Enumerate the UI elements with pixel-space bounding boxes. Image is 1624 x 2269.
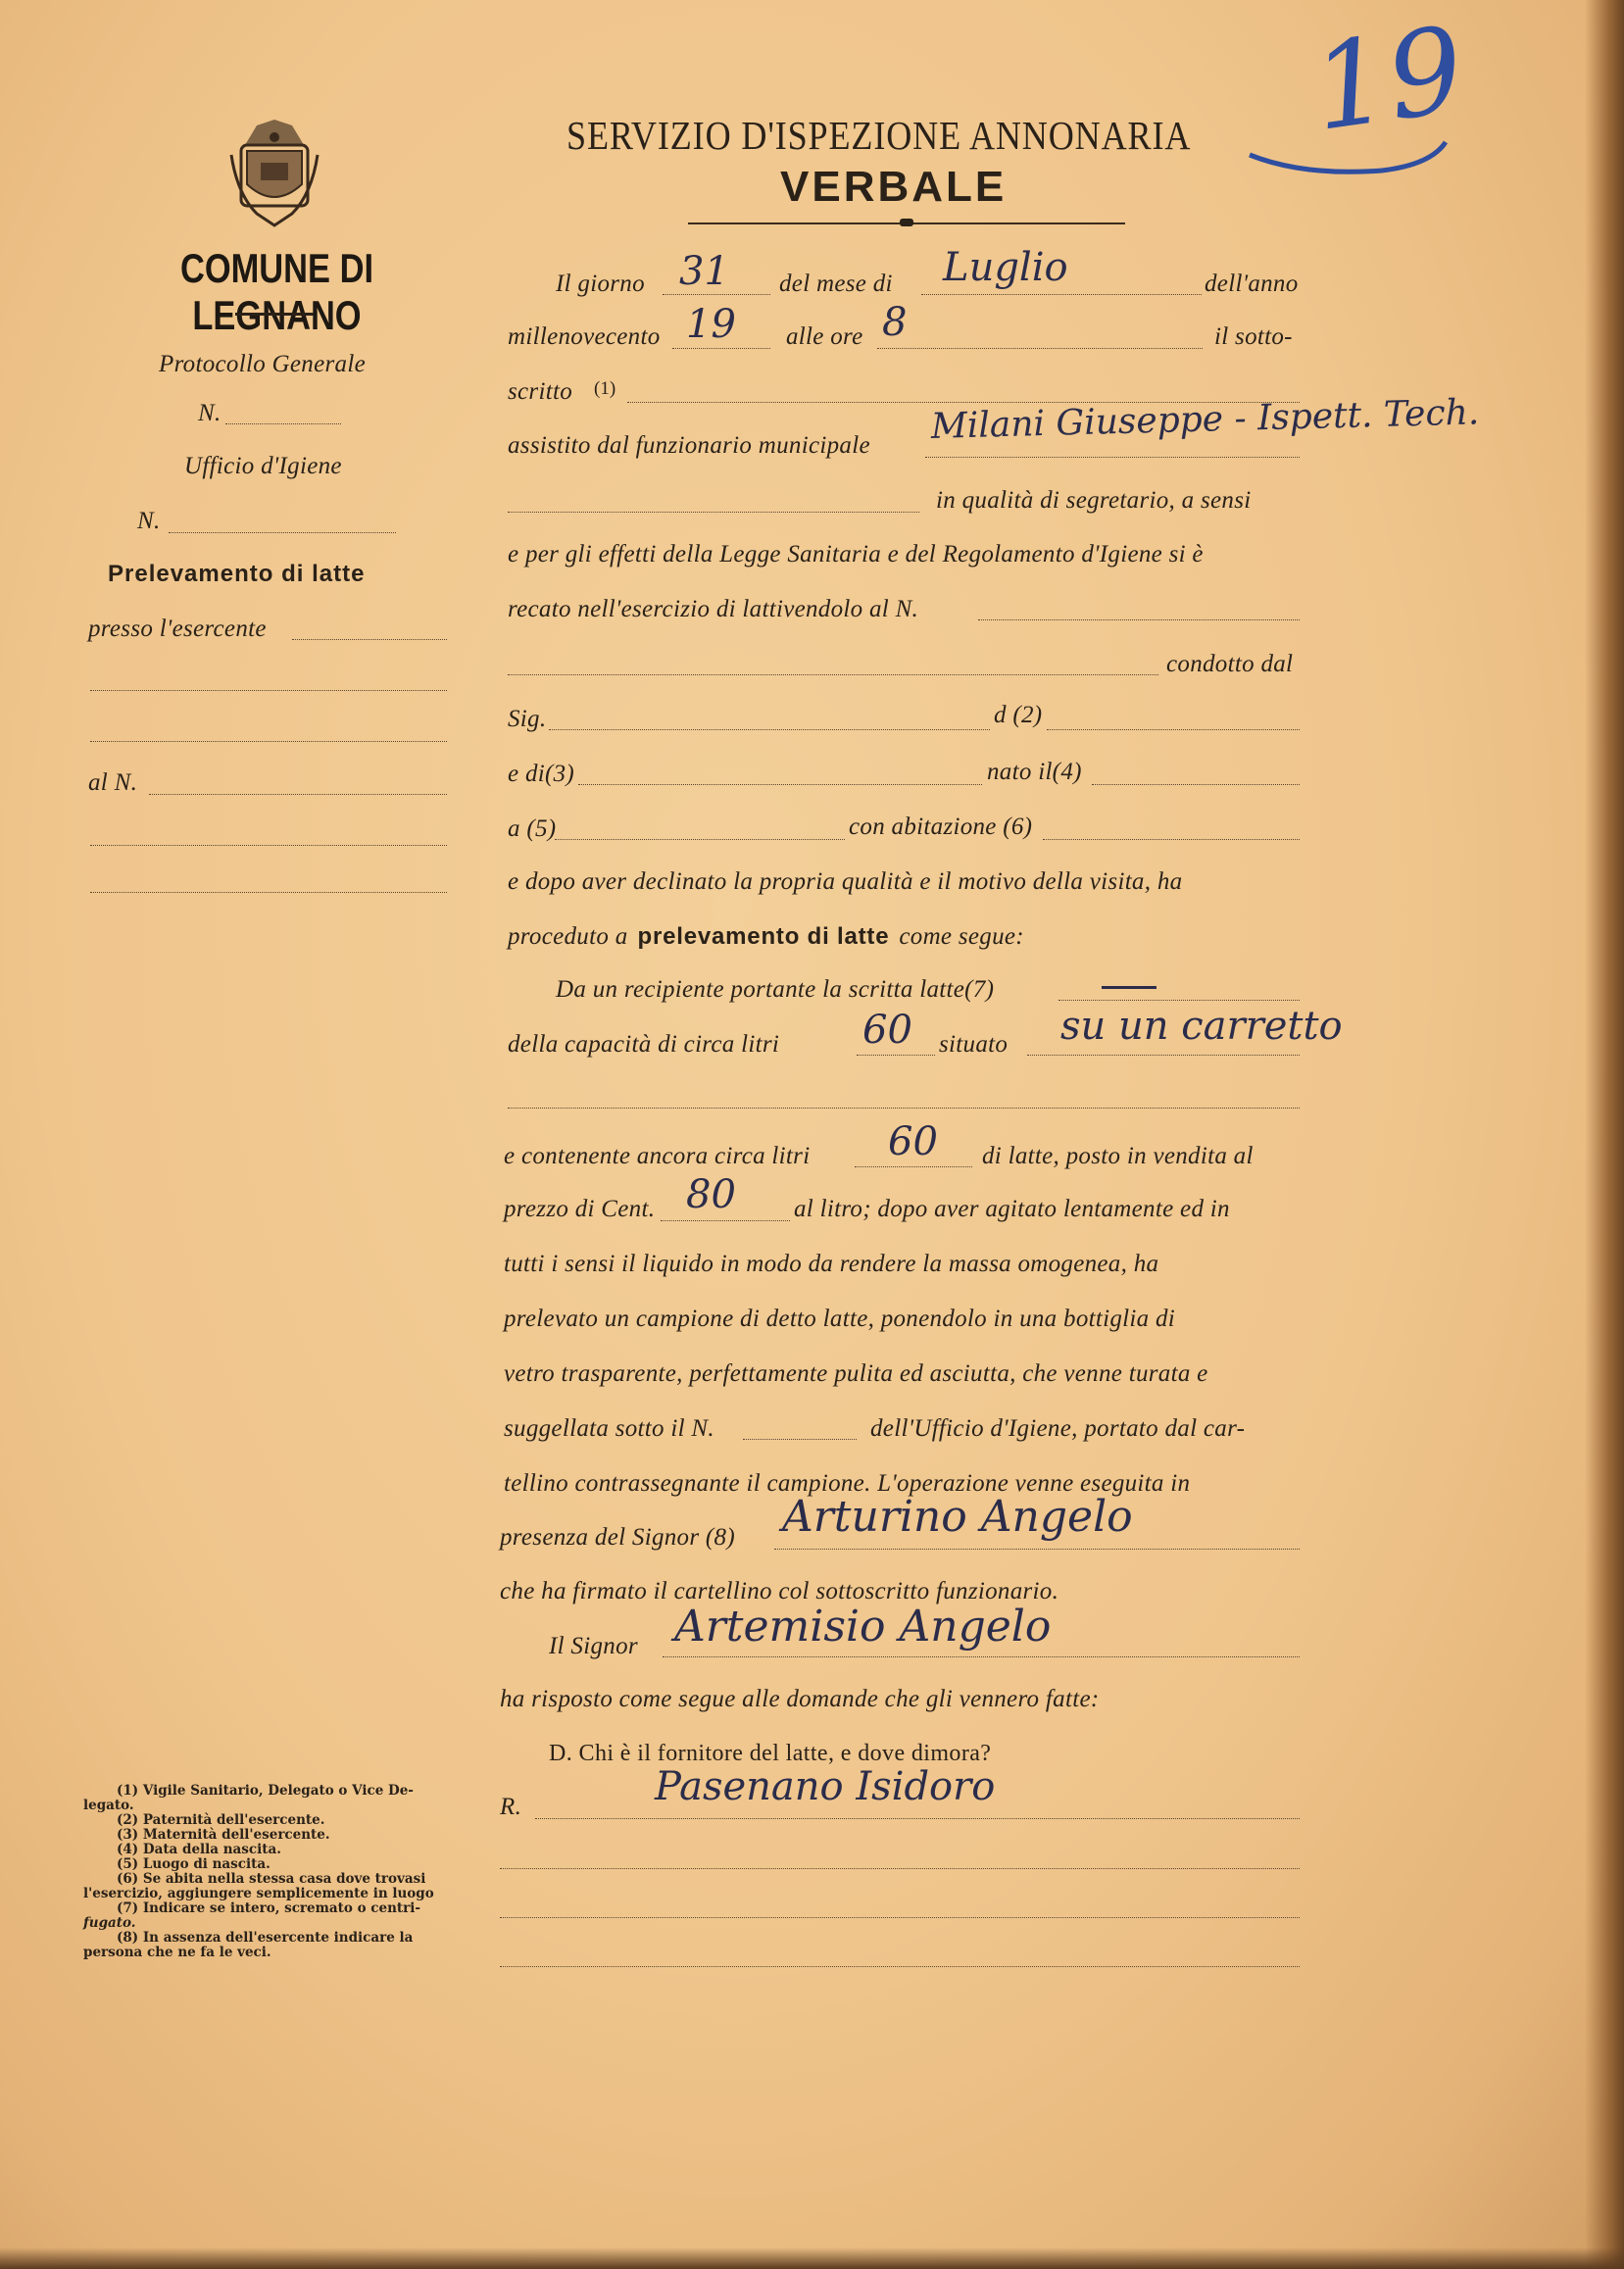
il-signor-label: Il Signor <box>549 1633 638 1659</box>
al-n-label: al N. <box>88 769 138 796</box>
risposta-value: Pasenano Isidoro <box>655 1764 996 1809</box>
ufficio-label: Ufficio d'Igiene <box>184 453 342 479</box>
month-value: Luglio <box>943 245 1068 290</box>
service-header: SERVIZIO D'ISPEZIONE ANNONARIA <box>566 113 1192 158</box>
prelevato-label: prelevato un campione di detto latte, ponendolo in una bottiglia di <box>504 1306 1176 1332</box>
year-line <box>672 348 770 349</box>
proceduto-label: proceduto a <box>508 923 628 950</box>
contenente-value: 60 <box>888 1119 938 1164</box>
tellino-label: tellino contrassegnante il campione. L'operazione venne eseguita in <box>504 1470 1191 1497</box>
presso-line-2 <box>90 690 447 691</box>
risposta-line <box>535 1818 1300 1819</box>
litro-label: al litro; dopo aver agitato lentamente ed in <box>794 1196 1230 1222</box>
footnote-line: (5) Luogo di nascita. <box>117 1856 271 1872</box>
footnote-line: fugato. <box>83 1915 136 1931</box>
page-number-handwritten: 19 <box>1304 2 1472 158</box>
agitato-label: tutti i sensi il liquido in modo da rendere la massa omogenea, ha <box>504 1251 1159 1277</box>
situato-label: situato <box>939 1031 1009 1058</box>
segretario-line <box>508 512 919 513</box>
page-number-swoosh <box>1245 137 1451 186</box>
footnote-line: l'esercizio, aggiungere semplicemente in luogo <box>83 1886 434 1901</box>
vendita-label: di latte, posto in vendita al <box>982 1143 1254 1169</box>
sig-label: Sig. <box>508 706 547 732</box>
ufficio-igiene-label: dell'Ufficio d'Igiene, portato dal car- <box>870 1415 1246 1442</box>
capacita-value: 60 <box>862 1008 912 1053</box>
day-line <box>663 294 770 295</box>
footnote-ref-1: (1) <box>594 378 616 399</box>
presenza-label: presenza del Signor (8) <box>500 1524 735 1551</box>
hour-line <box>877 348 1203 349</box>
page-bottom-shadow <box>0 2247 1624 2269</box>
al-n-line-3 <box>90 892 447 893</box>
page-edge-shadow <box>1585 0 1624 2269</box>
presso-label: presso l'esercente <box>88 616 267 642</box>
scritto-label: scritto <box>508 378 572 405</box>
month-line <box>921 294 1202 295</box>
prezzo-line <box>661 1220 790 1221</box>
nato-line <box>1092 784 1300 785</box>
prelevamento-label: Prelevamento di latte <box>108 561 366 587</box>
prelevamento-bold: prelevamento di latte <box>637 923 890 950</box>
al-n-line-2 <box>90 845 447 846</box>
footnote-line: persona che ne fa le veci. <box>83 1945 271 1960</box>
ufficio-n-label: N. <box>137 508 161 534</box>
question-label: D. Chi è il fornitore del latte, e dove dimora? <box>549 1741 992 1766</box>
luogo-line <box>555 839 845 840</box>
protocollo-n-label: N. <box>198 400 221 426</box>
footnote-line: (7) Indicare se intero, scremato o centri- <box>117 1900 421 1916</box>
nato-label: nato il(4) <box>987 759 1082 785</box>
situato-value: su un carretto <box>1060 1004 1343 1049</box>
footnote-line: (4) Data della nascita. <box>117 1842 281 1857</box>
situato-line-2 <box>508 1108 1300 1109</box>
footnote-line: legato. <box>83 1798 134 1813</box>
official-line <box>925 457 1300 458</box>
footnote-line: (6) Se abita nella stessa casa dove trovasi <box>117 1871 426 1887</box>
ufficio-n-line <box>169 532 396 533</box>
protocollo-n-line <box>225 423 341 424</box>
coat-of-arms-icon <box>227 116 321 231</box>
day-label: Il giorno <box>556 271 645 297</box>
segretario-label: in qualità di segretario, a sensi <box>936 487 1252 514</box>
condotto-label: condotto dal <box>1166 651 1294 677</box>
capacita-line <box>857 1055 935 1056</box>
firmato-label: che ha firmato il cartellino col sottoscritto funzionario. <box>500 1578 1059 1604</box>
protocollo-label: Protocollo Generale <box>159 351 366 377</box>
abitazione-line <box>1043 839 1300 840</box>
year-label: dell'anno <box>1205 271 1299 297</box>
risposta-line-3 <box>500 1917 1300 1918</box>
condotto-line <box>508 674 1158 675</box>
presenza-value: Arturino Angelo <box>782 1492 1133 1542</box>
proceduto-line <box>508 923 1024 951</box>
paternita-label: d (2) <box>994 702 1043 728</box>
hour-label: alle ore <box>786 323 863 350</box>
footnote-line: (1) Vigile Sanitario, Delegato o Vice De- <box>117 1783 414 1799</box>
presso-line <box>292 639 447 640</box>
scritta-dash <box>1102 986 1156 989</box>
declinato-label: e dopo aver declinato la propria qualità e il motivo della visita, ha <box>508 868 1183 895</box>
recato-label: recato nell'esercizio di lattivendolo al N. <box>508 596 919 622</box>
il-signor-line <box>663 1656 1300 1657</box>
header-rule-ornament <box>900 219 913 226</box>
luogo-label: a (5) <box>508 815 557 842</box>
maternita-label: e di(3) <box>508 761 575 787</box>
vetro-label: vetro trasparente, perfettamente pulita ed asciutta, che venne turata e <box>504 1360 1208 1387</box>
suggellata-line <box>743 1439 857 1440</box>
title-divider <box>235 313 314 316</box>
prezzo-value: 80 <box>686 1172 736 1217</box>
month-label: del mese di <box>779 271 893 297</box>
scritta-line <box>1058 1000 1300 1001</box>
risposto-label: ha risposto come segue alle domande che gli vennero fatte: <box>500 1686 1100 1712</box>
al-n-line <box>149 794 447 795</box>
il-signor-value: Artemisio Angelo <box>674 1602 1052 1652</box>
recipiente-label: Da un recipiente portante la scritta latte(7) <box>556 976 995 1003</box>
recato-line <box>978 619 1300 620</box>
risposta-line-2 <box>500 1868 1300 1869</box>
risposta-label: R. <box>500 1794 522 1820</box>
official-value: Milani Giuseppe - Ispett. Tech. <box>930 392 1480 447</box>
legge-label: e per gli effetti della Legge Sanitaria e del Regolamento d'Igiene si è <box>508 541 1204 567</box>
maternita-line <box>578 784 982 785</box>
hour-value: 8 <box>882 300 908 345</box>
situato-line <box>1027 1055 1300 1056</box>
day-value: 31 <box>679 249 729 294</box>
abitazione-label: con abitazione (6) <box>849 814 1033 840</box>
contenente-label: e contenente ancora circa litri <box>504 1143 811 1169</box>
risposta-line-4 <box>500 1966 1300 1967</box>
millenovecento-label: millenovecento <box>508 323 661 350</box>
segue-label: come segue: <box>899 923 1024 950</box>
paternita-line <box>1047 729 1300 730</box>
prezzo-label: prezzo di Cent. <box>504 1196 656 1222</box>
sotto-label: il sotto- <box>1214 323 1293 350</box>
presso-line-3 <box>90 741 447 742</box>
contenente-line <box>855 1166 972 1167</box>
footnote-line: (8) In assenza dell'esercente indicare la <box>117 1930 414 1946</box>
sig-line <box>549 729 990 730</box>
assistito-label: assistito dal funzionario municipale <box>508 432 870 459</box>
footnote-line: (3) Maternità dell'esercente. <box>117 1827 330 1843</box>
year-value: 19 <box>686 302 736 347</box>
presenza-line <box>774 1549 1300 1550</box>
municipality-title: COMUNE DI LEGNANO <box>179 245 374 338</box>
footnotes <box>83 1784 448 1960</box>
suggellata-label: suggellata sotto il N. <box>504 1415 714 1442</box>
footnote-line: (2) Paternità dell'esercente. <box>117 1812 325 1828</box>
verbale-title: VERBALE <box>780 163 1008 211</box>
capacita-label: della capacità di circa litri <box>508 1031 780 1058</box>
